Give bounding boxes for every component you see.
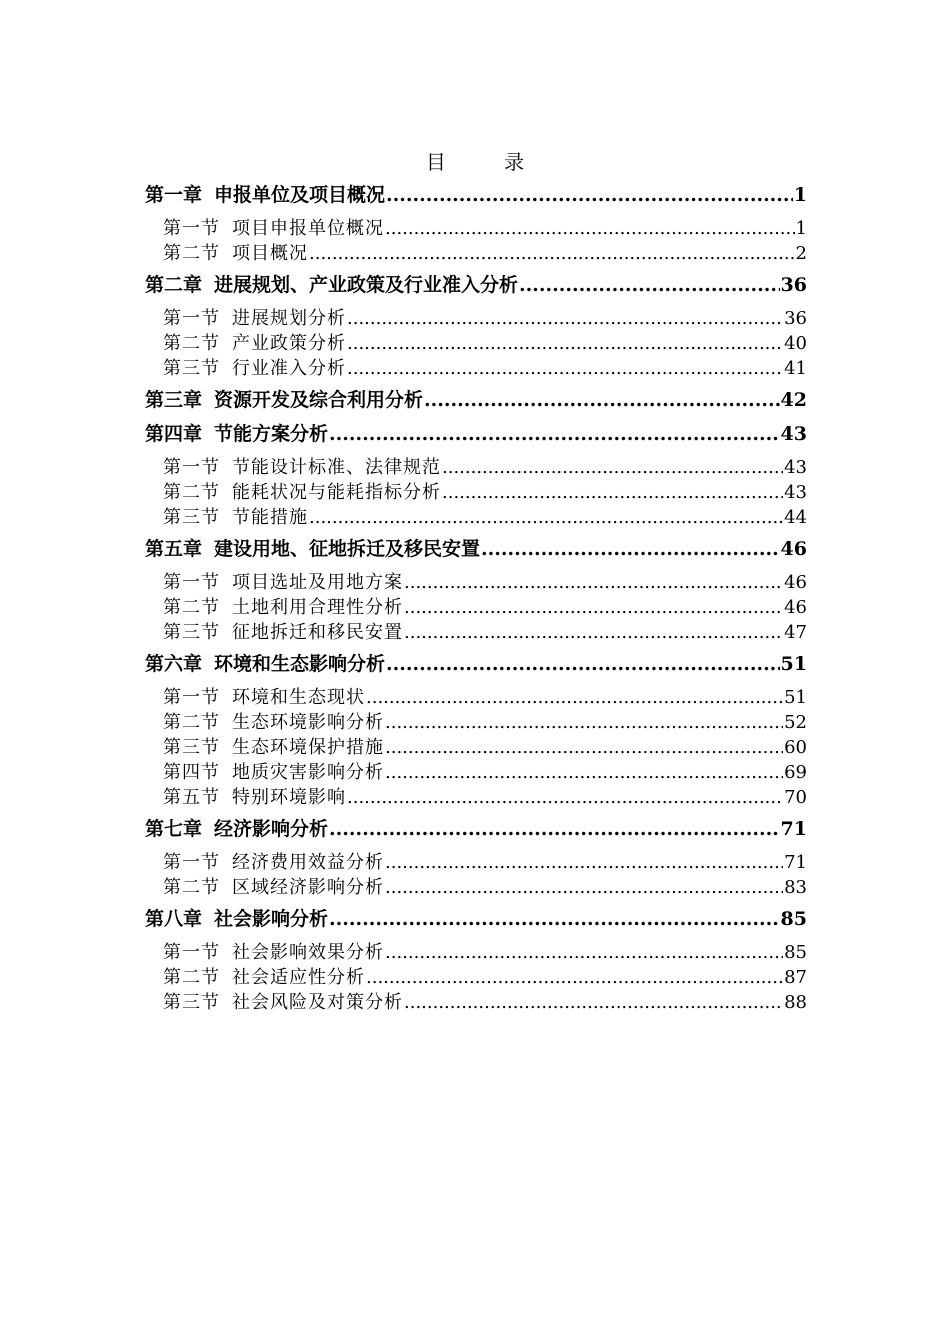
toc-section-label bbox=[163, 570, 403, 595]
toc-page-number: 83 bbox=[784, 877, 807, 898]
toc-section-title: 项目申报单位概况 bbox=[232, 218, 384, 239]
toc-section-title: 社会风险及对策分析 bbox=[232, 992, 403, 1013]
toc-dot-leader bbox=[329, 904, 780, 934]
toc-section-title: 生态环境影响分析 bbox=[232, 712, 384, 733]
toc-page-number: 88 bbox=[784, 992, 807, 1013]
toc-chapter-label bbox=[145, 534, 480, 564]
toc-section-entry[interactable] bbox=[145, 216, 807, 241]
toc-section-number: 第二节 bbox=[163, 967, 220, 988]
toc-section-entry[interactable] bbox=[145, 685, 807, 710]
toc-section-number: 第二节 bbox=[163, 482, 220, 503]
toc-section-label bbox=[163, 595, 403, 620]
toc-chapter-entry[interactable] bbox=[145, 385, 807, 415]
toc-section-label bbox=[163, 940, 384, 965]
toc-dot-leader bbox=[385, 735, 783, 760]
toc-page-number: 46 bbox=[784, 572, 807, 593]
toc-chapter-number: 第三章 bbox=[145, 389, 203, 411]
toc-dot-leader bbox=[347, 331, 783, 356]
toc-chapter-label bbox=[145, 180, 385, 210]
toc-section-label bbox=[163, 785, 346, 810]
toc-page-number: 42 bbox=[780, 389, 807, 411]
toc-chapter-entry[interactable] bbox=[145, 180, 807, 210]
toc-dot-leader bbox=[385, 710, 783, 735]
toc-section-entry[interactable] bbox=[145, 505, 807, 530]
toc-section-number: 第一节 bbox=[163, 457, 220, 478]
toc-dot-leader bbox=[404, 990, 783, 1015]
toc-section-title: 行业准入分析 bbox=[232, 358, 346, 379]
toc-section-title: 项目选址及用地方案 bbox=[232, 572, 403, 593]
toc-chapter-number: 第八章 bbox=[145, 908, 203, 930]
toc-section-entry[interactable] bbox=[145, 356, 807, 381]
toc-section-entry[interactable] bbox=[145, 455, 807, 480]
toc-title: 目 录 bbox=[425, 150, 551, 174]
toc-section-number: 第二节 bbox=[163, 597, 220, 618]
toc-section-label bbox=[163, 710, 384, 735]
toc-dot-leader bbox=[404, 570, 783, 595]
toc-section-number: 第三节 bbox=[163, 737, 220, 758]
toc-chapter-number: 第六章 bbox=[145, 653, 203, 675]
toc-section-title: 能耗状况与能耗指标分析 bbox=[232, 482, 441, 503]
toc-page-number: 47 bbox=[784, 622, 807, 643]
toc-chapter-label bbox=[145, 904, 328, 934]
toc-chapter-title: 经济影响分析 bbox=[214, 818, 329, 840]
toc-section-label bbox=[163, 331, 346, 356]
toc-section-title: 进展规划分析 bbox=[232, 308, 346, 329]
toc-section-number: 第一节 bbox=[163, 572, 220, 593]
toc-section-entry[interactable] bbox=[145, 990, 807, 1015]
toc-section-title: 社会影响效果分析 bbox=[232, 942, 384, 963]
toc-dot-leader bbox=[404, 595, 783, 620]
toc-section-label bbox=[163, 241, 308, 266]
toc-section-title: 节能措施 bbox=[232, 507, 308, 528]
toc-section-entry[interactable] bbox=[145, 480, 807, 505]
toc-dot-leader bbox=[404, 620, 783, 645]
toc-section-list bbox=[145, 940, 807, 1015]
toc-section-number: 第五节 bbox=[163, 787, 220, 808]
toc-chapter-label bbox=[145, 814, 328, 844]
toc-page-number: 1 bbox=[793, 184, 807, 206]
toc-section-title: 征地拆迁和移民安置 bbox=[232, 622, 403, 643]
toc-section-number: 第三节 bbox=[163, 507, 220, 528]
toc-chapter-title: 节能方案分析 bbox=[214, 423, 329, 445]
toc-section-number: 第二节 bbox=[163, 712, 220, 733]
toc-section-label bbox=[163, 356, 346, 381]
toc-section-label bbox=[163, 685, 365, 710]
toc-section-label bbox=[163, 480, 441, 505]
toc-chapter-title: 进展规划、产业政策及行业准入分析 bbox=[214, 274, 519, 296]
toc-section-entry[interactable] bbox=[145, 331, 807, 356]
toc-chapter-entry[interactable] bbox=[145, 814, 807, 844]
toc-section-label bbox=[163, 735, 384, 760]
toc-section-number: 第一节 bbox=[163, 942, 220, 963]
toc-page-number: 69 bbox=[784, 762, 807, 783]
toc-chapter-entry[interactable] bbox=[145, 270, 807, 300]
toc-dot-leader bbox=[385, 216, 795, 241]
toc-page-number: 40 bbox=[784, 333, 807, 354]
toc-chapter-entry[interactable] bbox=[145, 649, 807, 679]
toc-dot-leader bbox=[385, 940, 783, 965]
toc-page-number: 1 bbox=[795, 218, 807, 239]
toc-section-entry[interactable] bbox=[145, 595, 807, 620]
toc-section-number: 第四节 bbox=[163, 762, 220, 783]
toc-section-number: 第三节 bbox=[163, 622, 220, 643]
toc-page-number: 36 bbox=[784, 308, 807, 329]
toc-section-label bbox=[163, 455, 441, 480]
toc-section-list bbox=[145, 306, 807, 381]
toc-section-list bbox=[145, 570, 807, 645]
toc-dot-leader bbox=[519, 270, 780, 300]
toc-section-entry[interactable] bbox=[145, 735, 807, 760]
toc-section-label bbox=[163, 216, 384, 241]
toc-dot-leader bbox=[424, 385, 780, 415]
toc-section-list bbox=[145, 685, 807, 810]
toc-dot-leader bbox=[386, 180, 793, 210]
toc-section-number: 第一节 bbox=[163, 687, 220, 708]
toc-chapter-label bbox=[145, 649, 385, 679]
toc-dot-leader bbox=[347, 785, 783, 810]
toc-page-number: 85 bbox=[784, 942, 807, 963]
toc-dot-leader bbox=[385, 850, 783, 875]
table-of-contents bbox=[145, 180, 807, 1019]
toc-section-title: 生态环境保护措施 bbox=[232, 737, 384, 758]
toc-section-list bbox=[145, 850, 807, 900]
toc-section-title: 地质灾害影响分析 bbox=[232, 762, 384, 783]
toc-page-number: 43 bbox=[784, 457, 807, 478]
toc-chapter-label bbox=[145, 385, 423, 415]
toc-page-number: 60 bbox=[784, 737, 807, 758]
toc-page-number: 36 bbox=[780, 274, 807, 296]
toc-dot-leader bbox=[385, 875, 783, 900]
toc-dot-leader bbox=[386, 649, 780, 679]
toc-chapter-number: 第一章 bbox=[145, 184, 203, 206]
toc-dot-leader bbox=[309, 505, 783, 530]
toc-section-number: 第一节 bbox=[163, 308, 220, 329]
toc-section-entry[interactable] bbox=[145, 710, 807, 735]
toc-dot-leader bbox=[309, 241, 795, 266]
toc-page-number: 46 bbox=[784, 597, 807, 618]
toc-section-entry[interactable] bbox=[145, 850, 807, 875]
toc-section-list bbox=[145, 216, 807, 266]
toc-chapter-entry[interactable] bbox=[145, 904, 807, 934]
toc-section-label bbox=[163, 760, 384, 785]
toc-section-label bbox=[163, 990, 403, 1015]
toc-section-label bbox=[163, 620, 403, 645]
toc-chapter-title: 社会影响分析 bbox=[214, 908, 329, 930]
toc-dot-leader bbox=[442, 455, 783, 480]
toc-section-label bbox=[163, 505, 308, 530]
toc-section-label bbox=[163, 306, 346, 331]
toc-chapter-title: 申报单位及项目概况 bbox=[214, 184, 386, 206]
toc-page-number: 2 bbox=[795, 243, 807, 264]
toc-page-number: 43 bbox=[784, 482, 807, 503]
toc-page-number: 52 bbox=[784, 712, 807, 733]
toc-section-number: 第二节 bbox=[163, 243, 220, 264]
toc-dot-leader bbox=[366, 965, 783, 990]
toc-section-entry[interactable] bbox=[145, 306, 807, 331]
toc-chapter-entry[interactable] bbox=[145, 419, 807, 449]
toc-section-number: 第三节 bbox=[163, 358, 220, 379]
toc-section-title: 项目概况 bbox=[232, 243, 308, 264]
toc-dot-leader bbox=[442, 480, 783, 505]
toc-chapter-label bbox=[145, 270, 518, 300]
toc-dot-leader bbox=[481, 534, 780, 564]
toc-chapter-title: 资源开发及综合利用分析 bbox=[214, 389, 424, 411]
toc-section-entry[interactable] bbox=[145, 940, 807, 965]
toc-section-entry[interactable] bbox=[145, 785, 807, 810]
toc-dot-leader bbox=[366, 685, 783, 710]
toc-dot-leader bbox=[329, 814, 780, 844]
toc-chapter-entry[interactable] bbox=[145, 534, 807, 564]
toc-page-number: 46 bbox=[780, 538, 807, 560]
toc-section-label bbox=[163, 965, 365, 990]
toc-section-entry[interactable] bbox=[145, 241, 807, 266]
toc-section-entry[interactable] bbox=[145, 875, 807, 900]
toc-page-number: 51 bbox=[784, 687, 807, 708]
toc-section-entry[interactable] bbox=[145, 760, 807, 785]
toc-chapter-label bbox=[145, 419, 328, 449]
toc-dot-leader bbox=[329, 419, 780, 449]
toc-section-label bbox=[163, 875, 384, 900]
toc-chapter-number: 第二章 bbox=[145, 274, 203, 296]
toc-page-number: 51 bbox=[780, 653, 807, 675]
toc-chapter-number: 第五章 bbox=[145, 538, 203, 560]
toc-section-title: 经济费用效益分析 bbox=[232, 852, 384, 873]
toc-chapter-number: 第四章 bbox=[145, 423, 203, 445]
toc-chapter-number: 第七章 bbox=[145, 818, 203, 840]
toc-dot-leader bbox=[347, 306, 783, 331]
toc-section-title: 节能设计标准、法律规范 bbox=[232, 457, 441, 478]
toc-page-number: 70 bbox=[784, 787, 807, 808]
toc-section-title: 社会适应性分析 bbox=[232, 967, 365, 988]
toc-page-number: 71 bbox=[780, 818, 807, 840]
toc-section-list bbox=[145, 455, 807, 530]
toc-section-number: 第一节 bbox=[163, 218, 220, 239]
toc-page-number: 43 bbox=[780, 423, 807, 445]
toc-section-title: 区域经济影响分析 bbox=[232, 877, 384, 898]
toc-section-entry[interactable] bbox=[145, 570, 807, 595]
toc-dot-leader bbox=[385, 760, 783, 785]
toc-section-number: 第一节 bbox=[163, 852, 220, 873]
toc-section-number: 第二节 bbox=[163, 333, 220, 354]
toc-section-title: 土地利用合理性分析 bbox=[232, 597, 403, 618]
toc-page-number: 44 bbox=[784, 507, 807, 528]
toc-section-title: 产业政策分析 bbox=[232, 333, 346, 354]
toc-page-number: 41 bbox=[784, 358, 807, 379]
toc-chapter-title: 环境和生态影响分析 bbox=[214, 653, 386, 675]
toc-section-number: 第二节 bbox=[163, 877, 220, 898]
toc-section-entry[interactable] bbox=[145, 965, 807, 990]
toc-dot-leader bbox=[347, 356, 783, 381]
toc-page-number: 85 bbox=[780, 908, 807, 930]
toc-section-title: 环境和生态现状 bbox=[232, 687, 365, 708]
toc-section-label bbox=[163, 850, 384, 875]
toc-section-title: 特别环境影响 bbox=[232, 787, 346, 808]
toc-chapter-title: 建设用地、征地拆迁及移民安置 bbox=[214, 538, 481, 560]
toc-page-number: 71 bbox=[784, 852, 807, 873]
toc-page-number: 87 bbox=[784, 967, 807, 988]
toc-section-number: 第三节 bbox=[163, 992, 220, 1013]
toc-section-entry[interactable] bbox=[145, 620, 807, 645]
